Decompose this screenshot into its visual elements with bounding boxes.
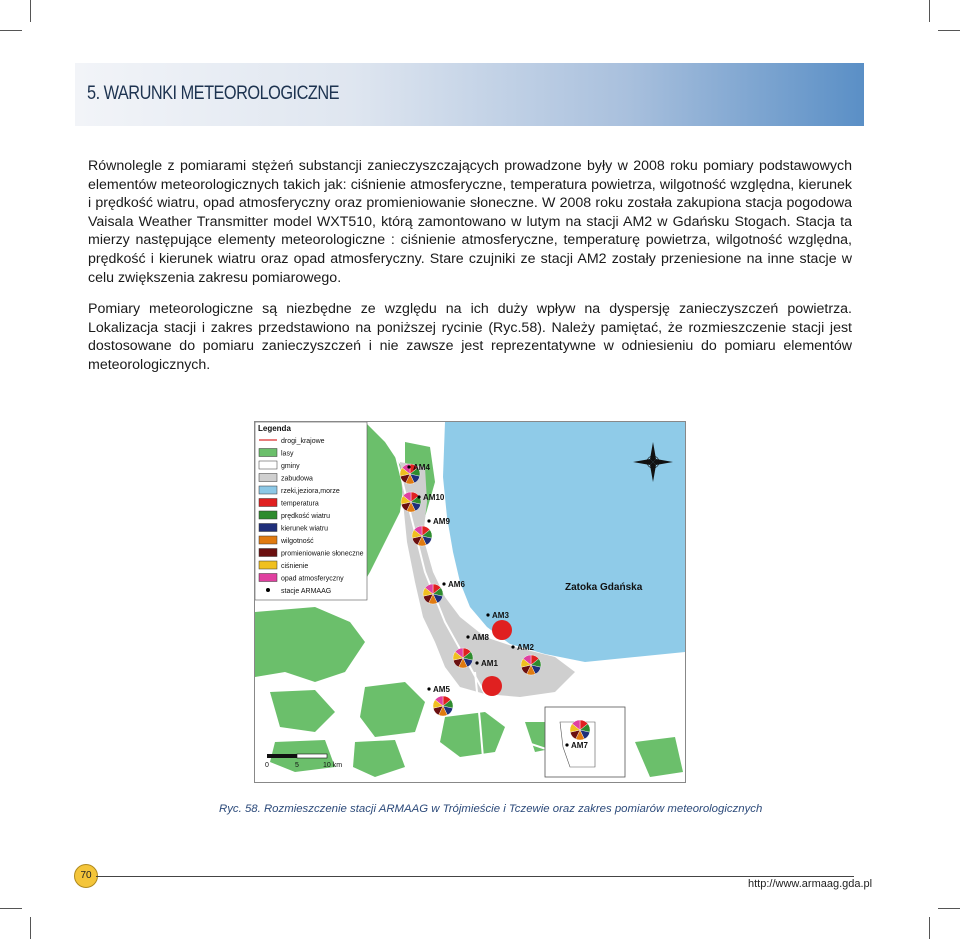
station-label: AM3	[492, 611, 509, 620]
station-pie-marker[interactable]	[482, 676, 502, 696]
sea-label: Zatoka Gdańska	[565, 582, 643, 593]
legend-label: promieniowanie słoneczne	[281, 550, 364, 558]
station-label: AM4	[413, 463, 430, 472]
station-label: AM6	[448, 580, 465, 589]
legend-label: wilgotność	[281, 538, 314, 545]
legend-swatch	[259, 549, 277, 557]
station-dot	[417, 495, 420, 498]
station-dot	[475, 661, 478, 664]
legend-label: stacje ARMAAG	[281, 588, 332, 595]
legend-swatch	[259, 486, 277, 494]
legend-label: prędkość wiatru	[281, 513, 331, 520]
station-dot	[427, 519, 430, 522]
legend-swatch	[259, 536, 277, 544]
legend-label: kierunek wiatru	[281, 525, 329, 533]
crop-mark	[30, 0, 31, 22]
legend-label: ciśnienie	[281, 563, 309, 570]
station-dot	[511, 645, 514, 648]
legend-label: lasy	[281, 450, 294, 458]
station-label: AM8	[472, 633, 489, 642]
legend-swatch	[266, 588, 270, 592]
crop-mark	[929, 917, 930, 939]
legend-label: opad atmosferyczny	[281, 575, 344, 583]
station-dot	[466, 635, 469, 638]
station-label: AM9	[433, 517, 450, 526]
legend-label: gminy	[281, 463, 300, 470]
scale-label: 5	[295, 762, 299, 769]
section-header	[75, 63, 864, 126]
crop-mark	[0, 908, 22, 909]
scale-label: 10 km	[323, 762, 343, 769]
crop-mark	[30, 917, 31, 939]
crop-mark	[938, 908, 960, 909]
crop-mark	[0, 30, 22, 31]
legend-label: rzeki,jeziora,morze	[281, 488, 340, 495]
map-legend	[255, 422, 367, 600]
figure-caption: Ryc. 58. Rozmieszczenie stacji ARMAAG w Trójmieście i Tczewie oraz zakres pomiarów meteorologicznych	[219, 803, 763, 815]
map-figure	[255, 422, 685, 782]
station-map	[254, 421, 686, 783]
legend-swatch	[259, 561, 277, 569]
station-label: AM2	[517, 643, 534, 652]
legend-label: temperatura	[281, 500, 319, 508]
legend-swatch	[259, 461, 277, 469]
legend-title: Legenda	[258, 424, 291, 433]
station-dot	[565, 743, 568, 746]
station-dot	[442, 582, 445, 585]
crop-mark	[938, 30, 960, 31]
body-paragraph: Pomiary meteorologiczne są niezbędne ze względu na ich duży wpływ na dyspersję zanieczyszczeń powietrza. Lokalizacja stacji i zakres przedstawiono na poniższej rycinie (Ryc.58). Należy pamiętać, że rozmieszczenie stacji jest dostosowane do pomiaru zanieczyszczeń i nie zawsze jest reprezentatywne w odniesieniu do pomiaru elementów meteorologicznych.	[88, 301, 852, 373]
station-dot	[407, 465, 410, 468]
station-label: AM5	[433, 685, 450, 694]
station-label: AM1	[481, 659, 498, 668]
section-title: 5. WARUNKI METEOROLOGICZNE	[87, 83, 339, 104]
footer-divider	[96, 876, 854, 877]
legend-swatch	[259, 524, 277, 532]
scale-label: 0	[265, 762, 269, 769]
legend-swatch	[259, 574, 277, 582]
footer-url-link[interactable]: http://www.armaag.gda.pl	[748, 878, 873, 890]
station-dot	[427, 687, 430, 690]
station-label: AM7	[571, 741, 588, 750]
legend-swatch	[259, 449, 277, 457]
body-paragraph: Równolegle z pomiarami stężeń substancji zanieczyszczających prowadzone były w 2008 roku pomiary podstawowych elementów meteorologicznych takich jak: ciśnienie atmosferyczne, temperatura powietrza, wilgotność względna, kierunek i prędkość wiatru, opad atmosferyczny oraz promieniowanie słoneczne. W 2008 roku została zakupiona stacja pogodowa Vaisala Weather Transmitter model WXT510, którą zamontowano w lutym na stacji AM2 w Gdańsku Stogach. Stacja ta mierzy następujące elementy meteorologiczne : ciśnienie atmosferyczne, temperaturę powietrza, wilgotność względna, prędkość i kierunek wiatru oraz opad atmosferyczny. Stare czujniki ze stacji AM2 zostały przeniesione na inne stacje w celu zwiększenia zakresu pomiarowego.	[88, 158, 852, 286]
station-dot	[486, 613, 489, 616]
station-pie-marker[interactable]	[492, 620, 512, 640]
legend-swatch	[259, 511, 277, 519]
crop-mark	[929, 0, 930, 22]
station-label: AM10	[423, 493, 445, 502]
legend-label: zabudowa	[281, 475, 313, 483]
legend-label: drogi_krajowe	[281, 438, 325, 445]
legend-swatch	[259, 474, 277, 482]
page-number: 70	[74, 864, 98, 888]
legend-swatch	[259, 499, 277, 507]
